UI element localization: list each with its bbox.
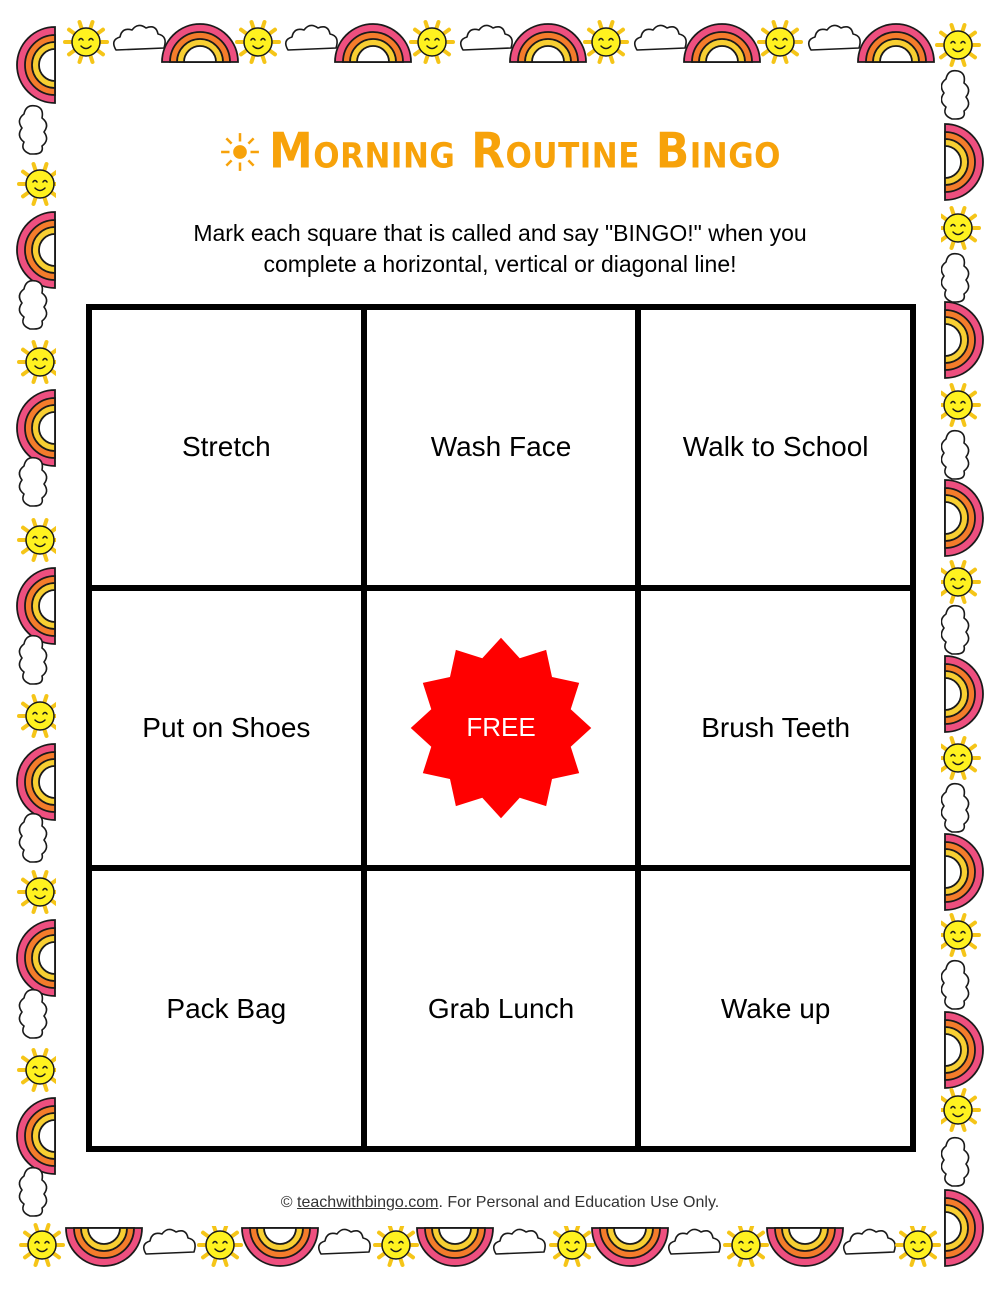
rainbow-band-group [945, 124, 983, 200]
rainbow-band-group [945, 1012, 983, 1088]
rainbow-icon [945, 124, 983, 200]
footer [200, 1194, 800, 1212]
rainbow-band-group [945, 1190, 983, 1266]
rainbow-band-group [66, 1228, 142, 1266]
rainbow-band-group [242, 1228, 318, 1266]
bingo-board [86, 304, 916, 1152]
sun-icon [585, 22, 627, 62]
cell-label: Wash Face [430, 431, 572, 463]
sun-icon [237, 22, 279, 62]
rainbow-band-group [17, 27, 55, 103]
rainbow-band-group [858, 24, 934, 62]
rainbow-icon [945, 1012, 983, 1088]
cell-label: Walk to School [682, 431, 869, 463]
rainbow-icon [242, 1228, 318, 1266]
rainbow-icon [945, 656, 983, 732]
cloud-icon [286, 25, 337, 50]
rainbow-icon [17, 920, 55, 996]
cloud-icon [941, 1138, 968, 1186]
sun-icon [897, 1225, 939, 1265]
rainbow-icon [945, 1190, 983, 1266]
bingo-cell[interactable] [92, 871, 361, 1146]
cloud-icon [941, 71, 968, 119]
cloud-icon [635, 25, 686, 50]
rainbow-icon [417, 1228, 493, 1266]
site-link[interactable]: teachwithbingo.com [297, 1194, 439, 1211]
title-text: Morning Routine Bingo [268, 122, 782, 180]
rainbow-icon [17, 744, 55, 820]
rainbow-band-group [945, 834, 983, 910]
sun-icon [937, 25, 979, 65]
sun-icon [19, 872, 61, 912]
cloud-icon [941, 961, 968, 1009]
rainbow-band-group [945, 656, 983, 732]
rainbow-band-group [592, 1228, 668, 1266]
rainbow-band-group [17, 920, 55, 996]
cloud-icon [941, 784, 968, 832]
cell-label: Grab Lunch [427, 992, 575, 1024]
cloud-icon [941, 431, 968, 479]
cloud-icon [809, 25, 860, 50]
sun-icon [19, 696, 61, 736]
cloud-icon [941, 606, 968, 654]
instructions [120, 218, 880, 280]
instructions-line-2: complete a horizontal, vertical or diagonal line! [263, 251, 737, 277]
sun-icon [937, 1090, 979, 1130]
rainbow-icon [684, 24, 760, 62]
sun-icon [411, 22, 453, 62]
rainbow-icon [335, 24, 411, 62]
rainbow-icon [66, 1228, 142, 1266]
sun-icon [937, 385, 979, 425]
rainbow-band-group [335, 24, 411, 62]
sun-icon [19, 520, 61, 560]
rainbow-icon [17, 1098, 55, 1174]
rainbow-band-group [17, 212, 55, 288]
bingo-cell[interactable] [367, 871, 636, 1146]
rainbow-icon [945, 834, 983, 910]
rainbow-icon [945, 480, 983, 556]
rainbow-icon [945, 302, 983, 378]
sun-icon [937, 562, 979, 602]
cloud-icon [319, 1229, 370, 1254]
cloud-icon [941, 254, 968, 302]
cloud-icon [19, 636, 46, 684]
cloud-icon [114, 25, 165, 50]
sun-icon [937, 208, 979, 248]
cloud-icon [19, 458, 46, 506]
rainbow-band-group [767, 1228, 843, 1266]
rainbow-band-group [17, 390, 55, 466]
rainbow-band-group [510, 24, 586, 62]
sun-icon [725, 1225, 767, 1265]
sun-icon [199, 1225, 241, 1265]
sun-icon [937, 915, 979, 955]
cloud-icon [844, 1229, 895, 1254]
cloud-icon [19, 1168, 46, 1216]
rainbow-icon [17, 27, 55, 103]
sun-icon [19, 342, 61, 382]
rainbow-icon [17, 568, 55, 644]
cloud-icon [461, 25, 512, 50]
page-title [100, 118, 900, 184]
cloud-icon [19, 281, 46, 329]
sun-icon [65, 22, 107, 62]
sun-icon [19, 1050, 61, 1090]
rainbow-icon [592, 1228, 668, 1266]
cloud-icon [144, 1229, 195, 1254]
rainbow-icon [510, 24, 586, 62]
sun-icon [21, 1225, 63, 1265]
bingo-cell[interactable] [367, 310, 636, 585]
instructions-line-1: Mark each square that is called and say "BINGO!" when you [193, 220, 807, 246]
cloud-icon [494, 1229, 545, 1254]
sun-icon [759, 22, 801, 62]
sun-icon [19, 164, 61, 204]
sun-icon [375, 1225, 417, 1265]
rainbow-band-group [945, 480, 983, 556]
sun-icon [937, 738, 979, 778]
rainbow-icon [162, 24, 238, 62]
rainbow-band-group [162, 24, 238, 62]
cloud-icon [19, 990, 46, 1038]
cell-label: Wake up [720, 992, 831, 1024]
rainbow-band-group [17, 568, 55, 644]
copyright-symbol: © [280, 1194, 293, 1211]
rainbow-icon [17, 390, 55, 466]
rainbow-icon [767, 1228, 843, 1266]
cell-label: Stretch [181, 431, 271, 463]
sun-icon [219, 131, 261, 173]
cell-label: Put on Shoes [142, 711, 311, 743]
cloud-icon [19, 814, 46, 862]
bingo-cell[interactable] [641, 871, 910, 1146]
sun-icon [551, 1225, 593, 1265]
footer-text: . For Personal and Education Use Only. [438, 1194, 720, 1211]
rainbow-icon [17, 212, 55, 288]
cloud-icon [669, 1229, 720, 1254]
bingo-cell[interactable] [92, 310, 361, 585]
cloud-icon [19, 106, 46, 154]
rainbow-icon [858, 24, 934, 62]
bingo-cell[interactable] [641, 310, 910, 585]
bingo-cell[interactable] [641, 591, 910, 866]
cell-label: Pack Bag [166, 992, 287, 1024]
rainbow-band-group [417, 1228, 493, 1266]
cell-label: Brush Teeth [701, 711, 851, 743]
free-space-label: FREE [466, 712, 536, 743]
bingo-cell[interactable] [92, 591, 361, 866]
rainbow-band-group [17, 1098, 55, 1174]
rainbow-band-group [684, 24, 760, 62]
free-space-cell[interactable] [367, 591, 636, 866]
rainbow-band-group [17, 744, 55, 820]
rainbow-band-group [945, 302, 983, 378]
